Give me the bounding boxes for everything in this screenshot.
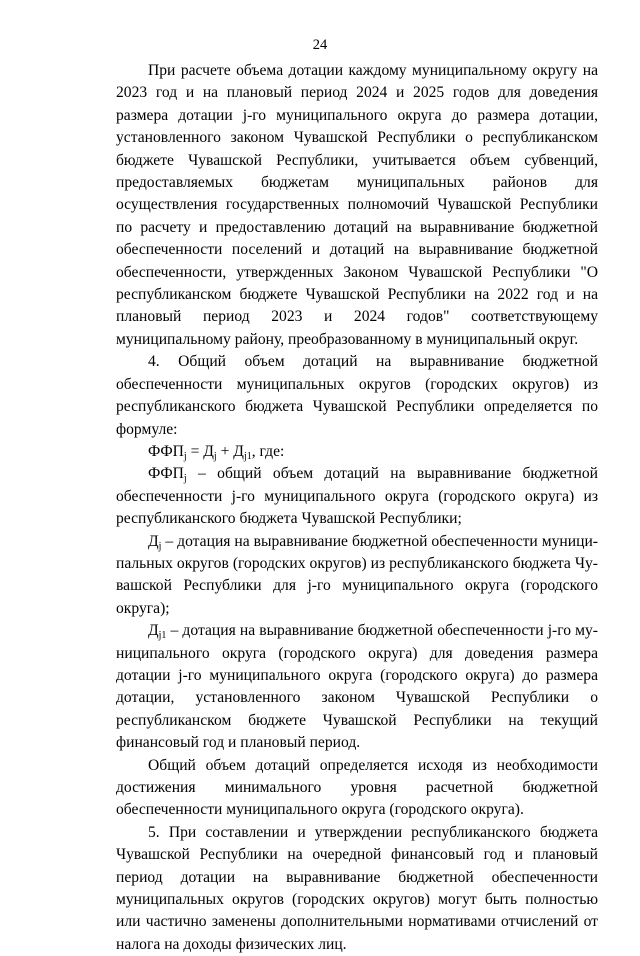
definition-dj-subscript: j xyxy=(158,540,162,552)
definition-dj-symbol: Д xyxy=(148,532,159,550)
paragraph-section-4: 4. Общий объем дотаций на выравнивание бюджетной обеспеченности муниципальных округов (городских округов) из республиканского бюджета Чувашской Республики определяется по формуле: xyxy=(116,353,598,438)
formula-term2-subscript: j1 xyxy=(243,450,252,462)
definition-dj xyxy=(116,531,598,621)
definition-ffp xyxy=(116,463,598,530)
page-number: 24 xyxy=(312,37,328,53)
definition-dj-text: – дотация на выравнивание бюджетной обеспеченности муниципальных округов (городских округов) из республиканского бюджета Чувашской Республики для j-го муниципального округа (городского округа); xyxy=(116,532,598,617)
document-body xyxy=(116,60,598,956)
formula-tail: , где: xyxy=(251,442,285,460)
formula-term1-subscript: j xyxy=(213,450,217,462)
definition-dj1-text: – дотация на выравнивание бюджетной обеспеченности j-го муниципального округа (городского округа) для доведения размера дотации j-го муниципального округа (городского округа) до размера дотации, установленного законом Чувашской Республики о республиканском бюджете Чувашской Республики на текущий финансовый год и плановый период. xyxy=(116,622,598,752)
definition-dj1 xyxy=(116,620,598,754)
paragraph-subvention-note: При расчете объема дотации каждому муниципальному округу на 2023 год и на плановый период 2024 и 2025 годов для доведения размера дотации j-го муниципального округа до размера дотации, установленного законом Чувашской Республики о республиканском бюджете Чувашской Республики, учитывается объем субвенций, предоставляемых бюджетам муниципальных районов для осуществления государственных полномочий Чувашской Республики по расчету и предоставлению дотаций на выравнивание бюджетной обеспеченности поселений и дотаций на выравнивание бюджетной обеспеченности, утвержденных Законом Чувашской Республики "О республиканском бюджете Чувашской Республики на 2022 год и на плановый период 2023 и 2024 годов" соответствующему муниципальному району, преобразованному в муниципальный округ. xyxy=(116,62,598,348)
formula-lhs-subscript: j xyxy=(183,450,187,462)
definition-dj1-subscript: j1 xyxy=(158,630,167,642)
formula-plus-term: + Д xyxy=(216,442,244,460)
formula-equals-term: = Д xyxy=(186,442,214,460)
paragraph-total-volume: Общий объем дотаций определяется исходя из необходимости достижения минимального уровня расчетной бюджетной обеспеченности муниципального округа (городского округа). xyxy=(116,756,598,819)
paragraph-section-5: 5. При составлении и утверждении республиканского бюджета Чувашской Республики на очередной финансовый год и плановый период дотации на выравнивание бюджетной обеспеченности муниципальных округов (городских округов) могут быть полностью или частично заменены дополнительными нормативами отчислений от налога на доходы физических лиц. xyxy=(116,823,598,953)
definition-ffp-subscript: j xyxy=(183,473,187,485)
definition-dj1-symbol: Д xyxy=(148,622,159,640)
definition-ffp-symbol: ФФП xyxy=(148,465,184,483)
definition-ffp-text: – общий объем дотаций на выравнивание бюджетной обеспеченности j-го муниципального округа (городского округа) из республиканского бюджета Чувашской Республики; xyxy=(116,465,598,528)
formula-lhs: ФФП xyxy=(148,442,184,460)
formula-line xyxy=(116,441,598,463)
